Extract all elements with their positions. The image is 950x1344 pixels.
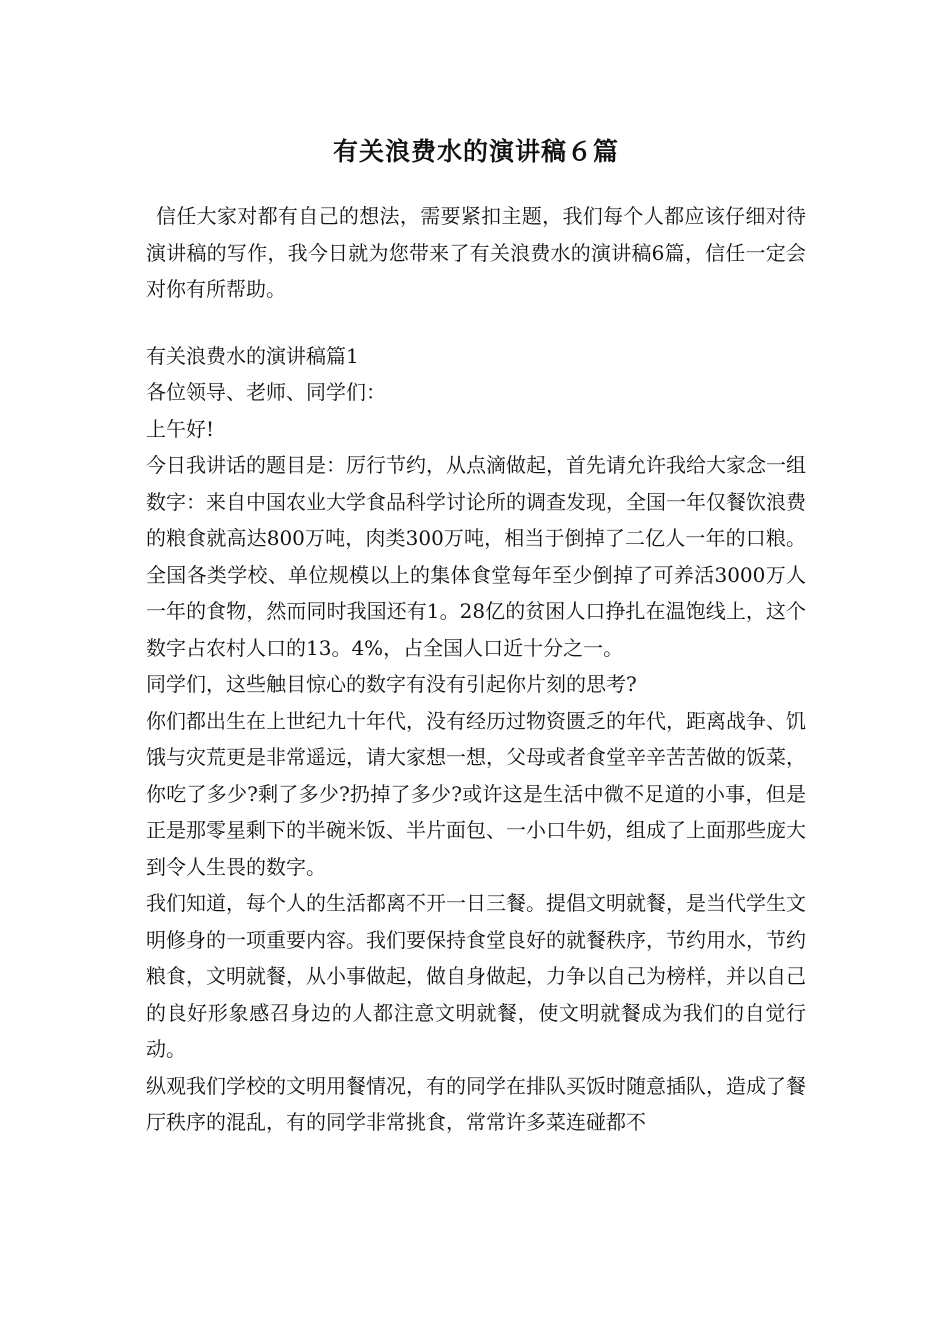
greeting-line: 各位领导、老师、同学们： xyxy=(146,380,386,404)
body-paragraph: 你们都出生在上世纪九十年代，没有经历过物资匮乏的年代，距离战争、饥饿与灾荒更是非常遥远，请大家想一想，父母或者食堂辛辛苦苦做的饭菜，你吃了多少?剩了多少?扔掉了多少?或许这是生活中微不足道的小事，但是正是那零星剩下的半碗米饭、半片面包、一小口牛奶，组成了上面那些庞大到令人生畏的数字。 xyxy=(146,708,806,879)
body-paragraph: 同学们，这些触目惊心的数字有没有引起你片刻的思考? xyxy=(146,672,637,696)
document-page xyxy=(146,132,806,1141)
section-title: 有关浪费水的演讲稿篇1 xyxy=(146,343,359,368)
body-paragraph: 今日我讲话的题目是：厉行节约，从点滴做起，首先请允许我给大家念一组数字：来自中国农业大学食品科学讨论所的调查发现，全国一年仅餐饮浪费的粮食就高达800万吨，肉类300万吨，相当于倒掉了二亿人一年的口粮。全国各类学校、单位规模以上的集体食堂每年至少倒掉了可养活3000万人一年的食物，然而同时我国还有1。28亿的贫困人口挣扎在温饱线上，这个数字占农村人口的13。4%，占全国人口近十分之一。 xyxy=(146,453,806,660)
document-title: 有关浪费水的演讲稿６篇 xyxy=(332,137,619,166)
body-paragraph: 纵观我们学校的文明用餐情况，有的同学在排队买饭时随意插队，造成了餐厅秩序的混乱，有的同学非常挑食，常常许多菜连碰都不 xyxy=(146,1073,806,1134)
hello-line: 上午好! xyxy=(146,416,215,441)
body-paragraph: 我们知道，每个人的生活都离不开一日三餐。提倡文明就餐，是当代学生文明修身的一项重要内容。我们要保持食堂良好的就餐秩序，节约用水，节约粮食，文明就餐，从小事做起，做自身做起，力争以自己为榜样，并以自己的良好形象感召身边的人都注意文明就餐，使文明就餐成为我们的自觉行动。 xyxy=(146,891,806,1061)
intro-paragraph: 信任大家对都有自己的想法，需要紧扣主题，我们每个人都应该仔细对待演讲稿的写作，我今日就为您带来了有关浪费水的演讲稿6篇，信任一定会对你有所帮助。 xyxy=(146,204,806,301)
